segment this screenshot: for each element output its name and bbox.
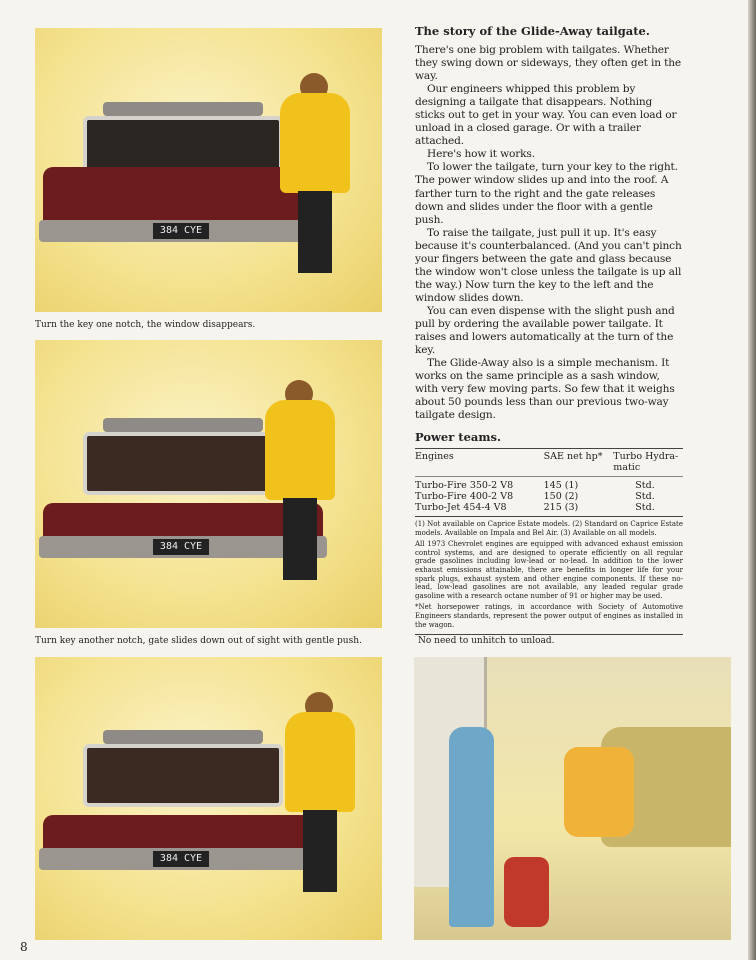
caption-photo2: Turn key another notch, gate slides down out of sight with gentle push. [35,636,362,646]
engine: Turbo-Jet 454-4 V8 [415,502,507,513]
table-row [415,491,683,502]
license-plate: 384 CYE [153,223,209,239]
station-wagon [43,730,323,880]
paragraph: There's one big problem with tailgates. Whether they swing down or sideways, they often get in the way. [415,44,682,83]
license-plate: 384 CYE [153,539,209,555]
transmission: Std. [635,502,655,513]
photo-loaded-wagon [35,657,382,940]
photo-window-disappears [35,28,382,312]
table-row [415,502,683,517]
paragraph: You can even dispense with the slight push and pull by ordering the available power tailgate. It raises and lowers automatically at the turn of the key. [415,304,675,357]
header-transmission: Turbo Hydra-matic [613,451,679,473]
hp: 145 (1) [543,480,579,491]
footnote: *Net horsepower ratings, in accordance with Society of Automotive Engineers standards, represent the power output of engines as installed in the wagon. [415,603,683,629]
man-yellow-jacket [280,73,350,273]
hp: 150 (2) [543,491,579,502]
caption-photo4: No need to unhitch to unload. [418,636,555,646]
photo-gate-slides-down [35,340,382,628]
header-engines: Engines [415,451,454,462]
paragraph: Our engineers whipped this problem by designing a tailgate that disappears. Nothing sticks out to get in your way. You can even load or unload in a closed garage. Or with a trailer attached. [415,83,677,148]
footnote: (1) Not available on Caprice Estate models. (2) Standard on Caprice Estate models. Available on Impala and Bel Air. (3) Available on all models. [415,520,683,537]
power-teams [415,430,683,635]
table-row [415,477,683,492]
paragraph: To raise the tailgate, just pull it up. It's easy because it's counterbalanced. (And you can't pinch your fingers between the gate and glass because the window won't close unless the tailgate is up all the way.) Now turn the key to the left and the window slides down. [415,226,682,304]
paragraph: Here's how it works. [427,148,535,161]
power-teams-title: Power teams. [415,430,683,449]
engine: Turbo-Fire 400-2 V8 [415,491,514,502]
photo-trailer-unload [414,657,731,940]
power-teams-table [415,449,683,517]
man-yellow-jacket [285,692,355,892]
header-hp: SAE net hp* [543,451,603,462]
caption-photo1: Turn the key one notch, the window disappears. [35,320,256,330]
transmission: Std. [635,480,655,491]
license-plate: 384 CYE [153,851,209,867]
page-edge [748,0,756,960]
hp: 215 (3) [543,502,579,513]
paragraph: The Glide-Away also is a simple mechanism. It works on the same principle as a sash window, with very few moving parts. So few that it weighs about 50 pounds less than our previous two-way tailgate design. [415,357,675,422]
paragraph: To lower the tailgate, turn your key to the right. The power window slides up and into the roof. A farther turn to the right and the gate releases down and slides under the floor with a gentle push. [415,161,678,226]
transmission: Std. [635,491,655,502]
page-number: 8 [20,940,28,954]
article-title: The story of the Glide-Away tailgate. [415,24,650,38]
engine: Turbo-Fire 350-2 V8 [415,480,514,491]
article [415,24,683,422]
man-yellow-jacket [265,380,335,580]
footnote: All 1973 Chevrolet engines are equipped with advanced exhaust emission control systems, and are designed to operate efficiently on all regular grade gasolines including low-lead or no-lead. In addition to the lower exhaust emissions attainable, there are benefits in longer life for your spark plugs, exhaust system and other engine components. If these no-lead, low-lead gasolines are not available, any leaded regular grade gasoline with a research octane number of 91 or higher may be used. [415,540,683,600]
